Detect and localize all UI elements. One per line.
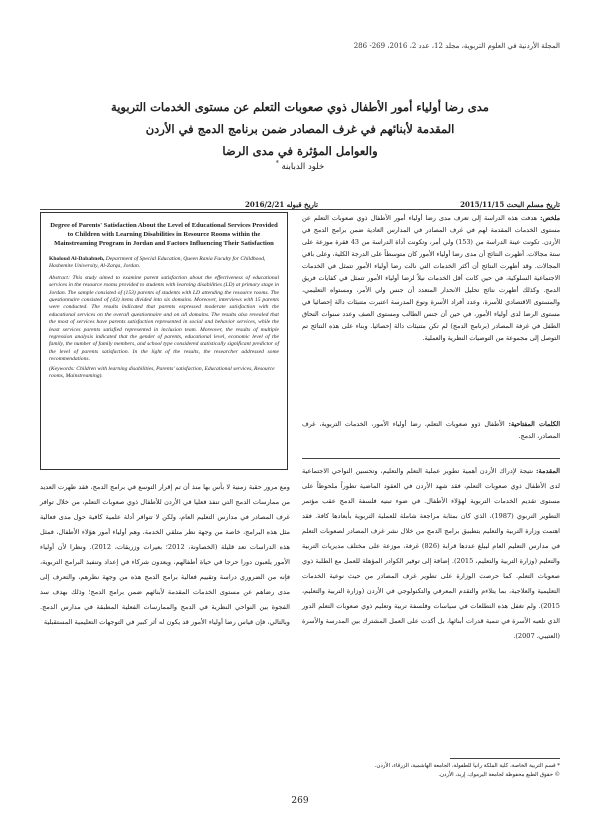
english-author-name: Kholoud Al-Dababneh, [49, 256, 105, 262]
footnote-affiliation: * قسم التربية الخاصة، كلية الملكة رانيا للطفولة، الجامعة الهاشمية، الزرقاء، الأردن. [374, 763, 560, 769]
abstract-label: ملخص: [540, 214, 560, 222]
english-author-affiliation [49, 256, 279, 271]
abstract-text: هدفت هذه الدراسة إلى تعرف مدى رضا أولياء أمور الأطفال ذوي صعوبات التعلم عن مستوى الخدمات المقدمة لهم في غرف المصادر في المدارس العادية ضمن برامج الدمج في الأردن. تكونت عينة الدراسة من (153) ولي أمر، وتكونت أداة الدراسة من 43 فقرة موزعة على ستة مجالات. أظهرت النتائج أن مدى رضا أولياء الأمور كان متوسطاً على الدرجة الكلية، وعلى باقي المجالات. وقد أظهرت النتائج أن أكثر الخدمات التي نالت رضا أولياء الأمور تتمثل في الخدمات الاجتماعية السلوكية، في حين كانت أقل الخدمات نيلاً لرضا أولياء الأمور تتمثل في كفايات فريق الدمج. وكذلك أظهرت نتائج تحليل الانحدار المتعدد أن جنس ولي الأمر، ومستواه التعليمي، والمستوى الاقتصادي للأسرة، وعدد أفراد الأسرة ونوع المدرسة اعتبرت متنبئات دالة إحصائيا في مستوى الرضا لدى أولياء الأمور، في حين أن جنس الطالب ومستوى الصف وعدد سنوات التحاق الطفل في غرفة المصادر (برنامج الدمج) لم تكن متنبئات دالة إحصائيا. وبناء على هذه النتائج تم التوصل إلى مجموعة من التوصيات النظرية والعملية. [302, 214, 560, 342]
body-left-text: ومع مرور حقبة زمنية لا بأس بها منذ أن تم إقرار التوسع في برامج الدمج، فقد ظهرت العديد من ممارسات الدمج التي تنفذ فعليا في الأردن للأطفال ذوي صعوبات التعلم، من خلال توافر غرف المصادر في مدارس التعليم العام، ولكن لا تتوافر أدلة علمية كافية حول مدى فعالية مثل هذه البرامج، خاصة من وجهة نظر متلقي الخدمة، وهم أولياء أمور هؤلاء الأطفال، فمثل هذه الدراسات تعد قليلة (الخصاونة، 2012؛ بعيرات وزريقات، 2012). ونظرا لأن أولياء الأمور يلعبون دورا حرجا في حياة أطفالهم، ويعدون شركاء في إعداد وتنفيذ البرامج التربوية، فإنه من الضروري دراسة وتقييم فعالية برامج الدمج هذه من وجهة نظرهم، والتعرف إلى مدى رضاهم عن مستوى الخدمات المقدمة لأبنائهم ضمن برامج الدمج؛ وذلك بهدف سد الفجوة بين النواحي النظرية في الدمج والممارسات الفعلية المطبقة في مدارس الدمج. وبالتالي، فإن قياس رضا أولياء الأمور قد يكون له أثر كبير في التوجهات التعليمية المستقبلية [40, 483, 290, 626]
intro-text: نتيجة لإدراك الأردن أهمية تطوير عملية التعلم والتعليم، وتحسين النواحي الاجتماعية لدى الأطفال ذوي صعوبات التعلم، فقد شهد الأردن في العقود الماضية تطوراً ملحوظاً على مستوى تقديم الخدمات التربوية لهؤلاء الأطفال. في ضوء تبنيه فلسفة الدمج عقب مؤتمر التطوير التربوي (1987)، الذي كان بمثابة مراجعة شاملة للعملية التربوية بأبعادها كافة. فقد اهتمت وزارة التربية والتعليم بتطبيق برامج الدمج من خلال نشر غرف المصادر لصعوبات التعلم في مدارس التعليم العام ليبلغ عددها قرابة (826) غرفة، موزعة على مختلف مديريات التربية والتعليم (وزارة التربية والتعليم، 2015). إضافة إلى توفير الكوادر المؤهلة للعمل مع الطلبة ذوي صعوبات التعلم. كما حرصت الوزارة على تطوير غرف المصادر من حيث نوعية الخدمات التعليمية والعلاجية، بما يتلاءم والتقدم المعرفي والتكنولوجي في الأردن (وزارة التربية والتعليم، 2015). ولم تغفل هذه التطلعات في سياسات وفلسفة تربية وتعليم ذوي صعوبات التعلم الدور الذي تلعبه الأسرة في تنمية قدرات أبنائها، بل أكدت على العمل المشترك بين المدرسة والأسرة (العتيبي، 2007). [302, 467, 560, 640]
keywords-label: الكلمات المفتاحية: [508, 420, 560, 428]
english-affiliation: Department of Special Education, Queen Rania Faculty for Childhood, Hashemite University, Al-Zarqa, Jordan. [49, 256, 266, 270]
body-left-column [40, 480, 290, 630]
abstract-rule [302, 458, 560, 459]
english-abstract-box [40, 212, 288, 470]
author-name: خلود الدبابنة [281, 161, 325, 172]
paper-title [50, 96, 550, 162]
accepted-date: تاريخ قبوله 2016/2/21 [245, 200, 318, 209]
author-marker: * [275, 160, 279, 167]
header-rule [40, 209, 560, 210]
journal-header [40, 42, 560, 50]
intro-label: المقدمة: [536, 467, 560, 475]
footnote-rule [450, 758, 560, 759]
title-line-3: والعوامل المؤثرة في مدى الرضا [222, 144, 378, 158]
footnotes [302, 762, 560, 780]
english-keywords: (Keywords: Children with learning disabilities, Parents' satisfaction, Educational services, Resource rooms, Mainstreaming). [49, 365, 275, 380]
title-line-2: المقدمة لأبنائهم في غرف المصادر ضمن برنامج الدمج في الأردن [145, 122, 455, 136]
page-number: 269 [291, 796, 309, 806]
author [220, 160, 380, 172]
keywords-arabic [302, 418, 560, 442]
english-abstract: Abstract: This study aimed to examine parent satisfaction about the effectiveness of educational services in the resource rooms provided to students with learning disabilities (LD) at primary stage in Jordan. The sample consisted of (153) parents of students with LD attending the resource rooms. The questionnaire consisted of (43) items divided into six domains. Moreover, interviews with 15 parents were conducted. The results indicated that parents expressed moderate satisfaction with the educational services on the overall questionnaire and on all domains. The results also revealed that the most of services have parents satisfaction represented in social and behavior services, while the least services parents satisfied represented in inclusion team. Moreover, the results of multiple regression analysis indicated that the gender of parents, educational level, economic level of the family, the number of family members, and school type considered statistically significant predictor of the level of parents satisfaction. In the light of the results, the researcher addressed some recommendations. [49, 274, 279, 363]
introduction [302, 464, 560, 644]
footnote-copyright: © حقوق الطبع محفوظة لجامعة اليرموك، إربد، الأردن. [438, 772, 560, 778]
received-date: تاريخ مسلم البحث 2015/11/15 [460, 200, 560, 209]
keywords-text: الأطفال ذوو صعوبات التعلم، رضا أولياء الأمور، الخدمات التربوية، غرف المصادر، الدمج. [302, 420, 560, 440]
abstract-arabic [302, 212, 560, 344]
journal-line: المجلة الأردنية في العلوم التربوية، مجلد 12، عدد 2، 2016، 269- 286 [353, 42, 560, 50]
title-line-1: مدى رضا أولياء أمور الأطفال ذوي صعوبات التعلم عن مستوى الخدمات التربوية [111, 100, 489, 114]
english-title: Degree of Parents' Satisfaction About the Level of Educational Services Provided to Children with Learning Disabilities in Resource Rooms within the Mainstreaming Program in Jordan and Factors Influencing Their Satisfaction [50, 222, 278, 247]
